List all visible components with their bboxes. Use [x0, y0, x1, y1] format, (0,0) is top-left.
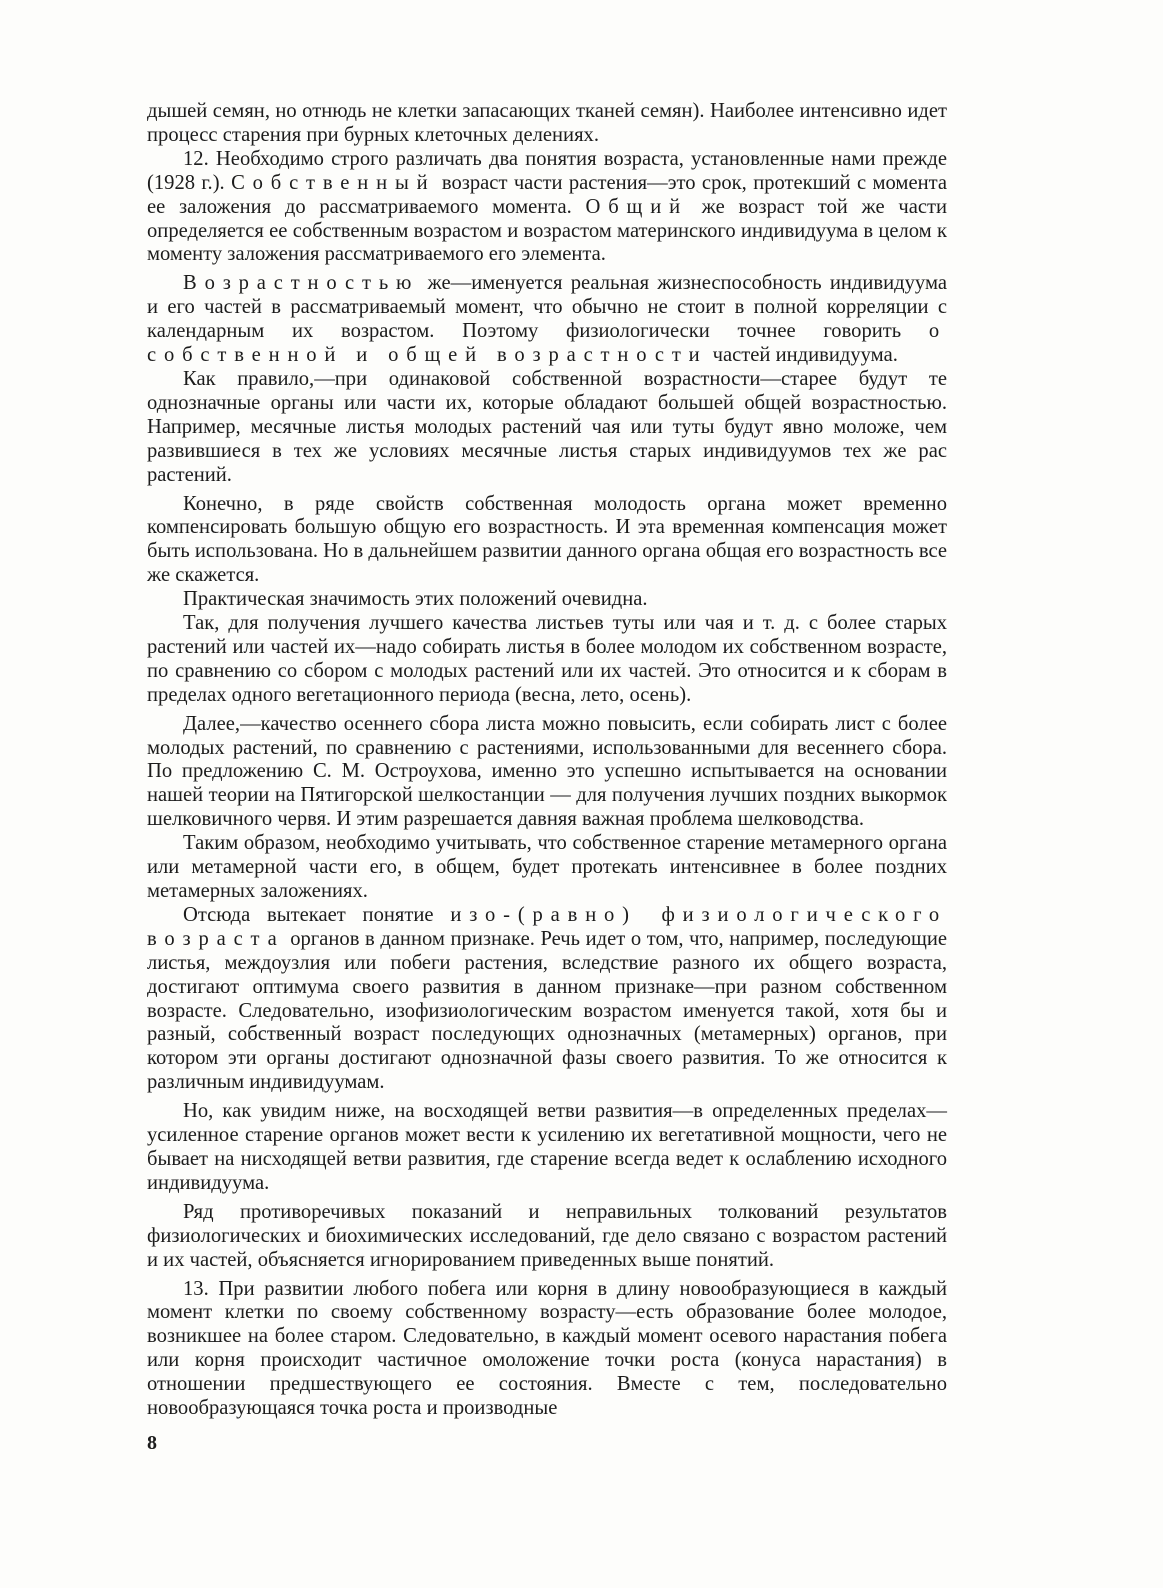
text-run: Так, для получения лучшего качества листьев туты или чая и т. д. с более старых растений или частей их—надо собирать листья в более молодом их собственном возрасте, по сравнению со сбором с молодых растений или их частей. Это относится и к сборам в пределах одного вегетационного периода (весна, лето, осень).	[147, 612, 947, 706]
paragraph	[147, 1100, 947, 1196]
spaced-emphasis: Возрастностью	[183, 272, 420, 295]
spaced-emphasis: о собственной и общей возрастности	[147, 320, 947, 367]
text-run: Но, как увидим ниже, на восходящей ветви развития—в определенных пределах—усиленное старение органов может вести к усилению их вегетативной мощности, чего не бывает на нисходящей ветви развития, где старение всегда ведет к ослаблению исходного индивидуума.	[147, 1100, 947, 1194]
text-run: Практическая значимость этих положений очевидна.	[183, 588, 648, 611]
text-run: Отсюда вытекает понятие	[183, 903, 451, 926]
page-number: 8	[147, 1432, 157, 1454]
paragraph	[147, 100, 947, 148]
paragraph	[147, 832, 947, 904]
text-run: 12. Необходимо строго различать два понятия возраста, установленные нами прежде (1928 г.).	[147, 147, 947, 194]
paragraph	[147, 148, 947, 268]
text-run: Как правило,—при одинаковой собственной возрастности—старее будут те однозначные органы или части их, которые обладают большей общей возрастностью. Например, месячные листья молодых растений чая или туты будут явно моложе, чем развившиеся в тех же условиях месячные листья старых индивидуумов тех же рас растений.	[147, 367, 947, 486]
spaced-emphasis: Собственный	[231, 171, 436, 194]
paragraph	[147, 1201, 947, 1273]
paragraph	[147, 588, 947, 612]
paragraph	[147, 612, 947, 708]
text-run: дышей семян, но отнюдь не клетки запасающих тканей семян). Наиболее интенсивно идет процесс старения при бурных клеточных делениях.	[147, 100, 947, 146]
text-run: 13. При развитии любого побега или корня в длину новообразующиеся в каждый момент клетки по своему собственному возрасту—есть образование более молодое, возникшее на более старом. Следовательно, в каждый момент осевого нарастания побега или корня происходит частичное омоложение точки роста (конуса нарастания) в отношении предшествующего ее состояния. Вместе с тем, последовательно новообразующаяся точка роста и производные	[147, 1277, 947, 1420]
paragraph	[147, 904, 947, 1095]
paragraph	[147, 368, 947, 488]
spaced-emphasis: изо-(равно) физиологического возраста	[147, 903, 947, 950]
spaced-emphasis: Общий	[585, 195, 688, 218]
paragraph	[147, 493, 947, 589]
text-run: же—именуется реальная жизнеспособность индивидуума и его частей в рассматриваемый момент, что обычно не стоит в полной корреляции с календарным их возрастом. Поэтому физиологически точнее говорить	[147, 272, 947, 343]
text-run: же возраст той же части определяется ее собственным возрастом и возрастом материнского индивидуума в целом к моменту заложения рассматриваемого его элемента.	[147, 195, 947, 266]
text-run: органов в данном признаке. Речь идет о том, что, например, последующие листья, междоузлия или побеги растения, вследствие разного их общего возраста, достигают оптимума своего развития в данном признаке—при разном собственном возрасте. Следовательно, изофизиологическим возрастом именуется такой, хотя бы и разный, собственный возраст последующих однозначных (метамерных) органов, при котором эти органы достигают однозначной фазы своего развития. То же относится к различным индивидуумам.	[147, 927, 947, 1094]
paragraph	[147, 1278, 947, 1421]
text-run: Ряд противоречивых показаний и неправильных толкований результатов физиологических и биохимических исследований, где дело связано с возрастом растений и их частей, объясняется игнорированием приведенных выше понятий.	[147, 1200, 947, 1271]
text-run: возраст части растения—это срок, протекший с момента ее заложения до рассматриваемого момента.	[147, 171, 947, 218]
text-run: Далее,—качество осеннего сбора листа можно повысить, если собирать лист с более молодых растений, по сравнению с растениями, использованными для весеннего сбора. По предложению С. М. Остроухова, именно это успешно испытывается на основании нашей теории на Пятигорской шелкостанции — для получения лучших поздних выкормок шелковичного червя. И этим разрешается давняя важная проблема шелководства.	[147, 712, 947, 831]
text-run: Таким образом, необходимо учитывать, что собственное старение метамерного органа или метамерной части его, в общем, будет протекать интенсивнее в более поздних метамерных заложениях.	[147, 832, 947, 902]
text-run: Конечно, в ряде свойств собственная молодость органа может временно компенсировать большую общую его возрастность. И эта временная компенсация может быть использована. Но в дальнейшем развитии данного органа общая его возрастность все же скажется.	[147, 492, 947, 587]
paragraph	[147, 272, 947, 368]
text-run: частей индивидуума.	[707, 344, 898, 367]
paragraph	[147, 713, 947, 833]
text-column	[147, 100, 947, 1421]
